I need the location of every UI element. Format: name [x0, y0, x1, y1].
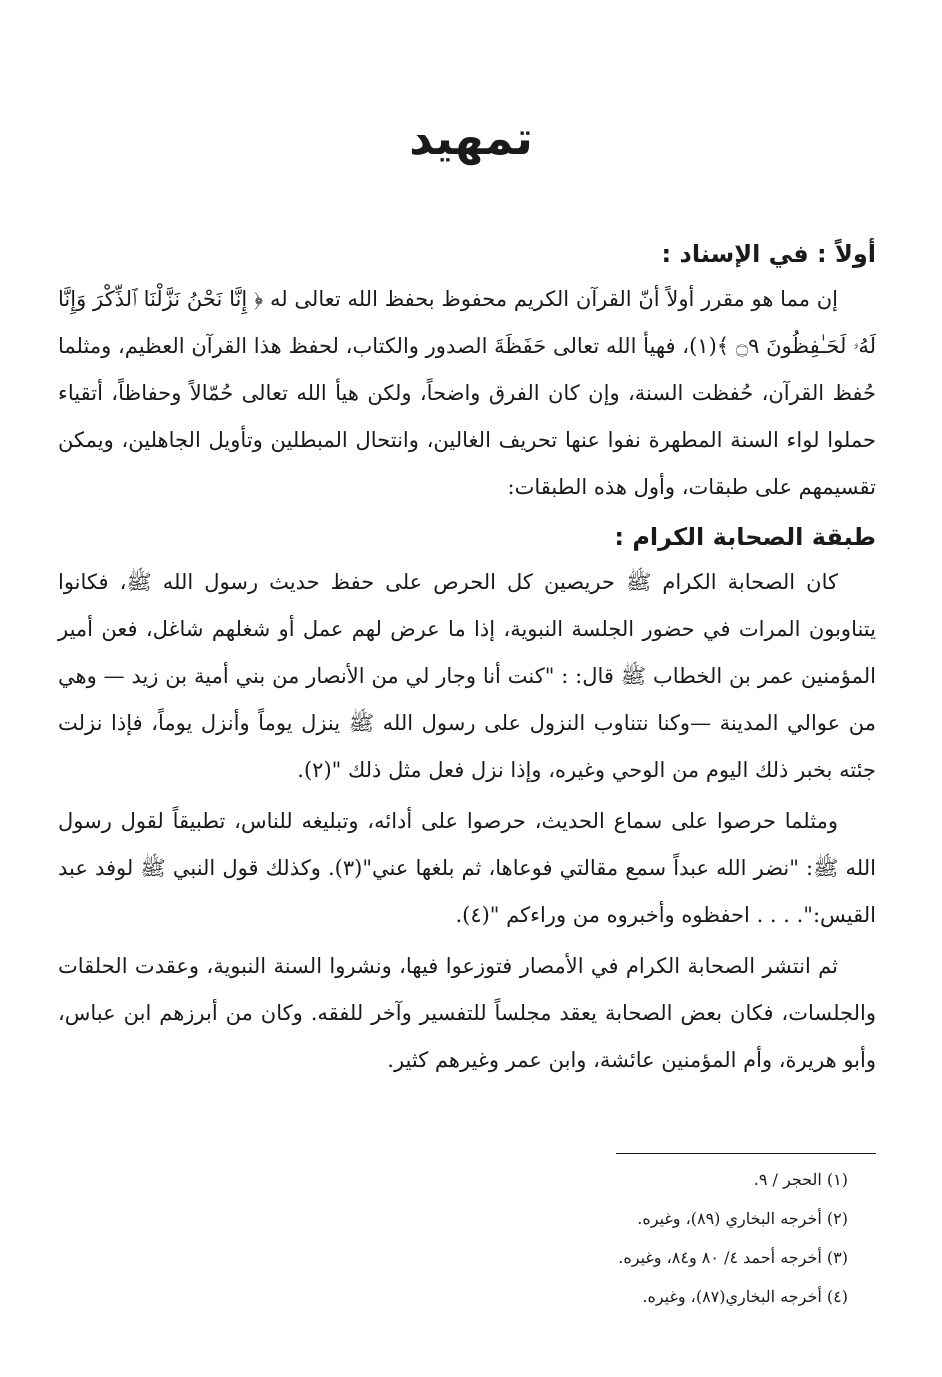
paragraph-sahaba-1: كان الصحابة الكرام ﷺ حريصين كل الحرص على حفظ حديث رسول الله ﷺ، فكانوا يتناوبون المرات في حضور الجلسة النبوية، إذا ما عرض لهم عمل أو شغلهم شاغل، فعن أمير المؤمنين عمر بن الخطاب ﷺ قال: : "كنت أنا وجار لي من الأنصار من بني أمية بن زيد — وهي من عوالي المدينة —وكنا نتناوب النزول على رسول الله ﷺ ينزل يوماً وأنزل يوماً، فإذا نزلت جئته بخبر ذلك اليوم من الوحي وغيره، وإذا نزل فعل مثل ذلك "(٢). [58, 570, 876, 782]
footnotes [58, 1153, 876, 1316]
footnote-divider [616, 1153, 876, 1154]
body-text [58, 232, 876, 1084]
section-heading-isnad: أولاً : في الإسناد : [661, 240, 876, 268]
footnote-4: (٤) أخرجه البخاري(٨٧)، وغيره. [642, 1287, 848, 1306]
paragraph-sahaba-2: ومثلما حرصوا على سماع الحديث، حرصوا على أدائه، وتبليغه للناس، تطبيقاً لقول رسول الله ﷺ: "نضر الله عبداً سمع مقالتي فوعاها، ثم بلغها عني"(٣). وكذلك قول النبي ﷺ لوفد عبد القيس:". . . . احفظوه وأخبروه من وراءكم "(٤). [58, 809, 876, 927]
page-title: تمهيد [409, 111, 533, 165]
footnote-1: (١) الحجر / ٩. [753, 1170, 848, 1189]
section-heading-sahaba: طبقة الصحابة الكرام : [614, 523, 876, 551]
paragraph-sahaba-3: ثم انتشر الصحابة الكرام في الأمصار فتوزعوا فيها، ونشروا السنة النبوية، وعقدت الحلقات والجلسات، فكان بعض الصحابة يعقد مجلساً للتفسير وآخر للفقه. وكان من أبرزهم ابن عباس، وأبو هريرة، وأم المؤمنين عائشة، وابن عمر وغيرهم كثير. [58, 954, 876, 1072]
footnote-3: (٣) أخرجه أحمد ٤/ ٨٠ و٨٤، وغيره. [618, 1248, 848, 1267]
footnote-2: (٢) أخرجه البخاري (٨٩)، وغيره. [637, 1209, 848, 1228]
paragraph-isnad-intro: إن مما هو مقرر أولاً أنّ القرآن الكريم محفوظ بحفظ الله تعالى له ﴿ إِنَّا نَحْنُ نَزَّلْنَا ٱلذِّكْرَ وَإِنَّا لَهُۥ لَحَـٰفِظُونَ ۝٩ ﴾(١)، فهيأ الله تعالى حَفَظَةَ الصدور والكتاب، لحفظ هذا القرآن العظيم، ومثلما حُفظ القرآن، حُفظت السنة، وإن كان الفرق واضحاً، ولكن هيأ الله تعالى حُمّالاً وحفاظاً، أتقياء حملوا لواء السنة المطهرة نفوا عنها تحريف الغالين، وانتحال المبطلين وتأويل الجاهلين، ويمكن تقسيمهم على طبقات، وأول هذه الطبقات: [58, 287, 876, 499]
